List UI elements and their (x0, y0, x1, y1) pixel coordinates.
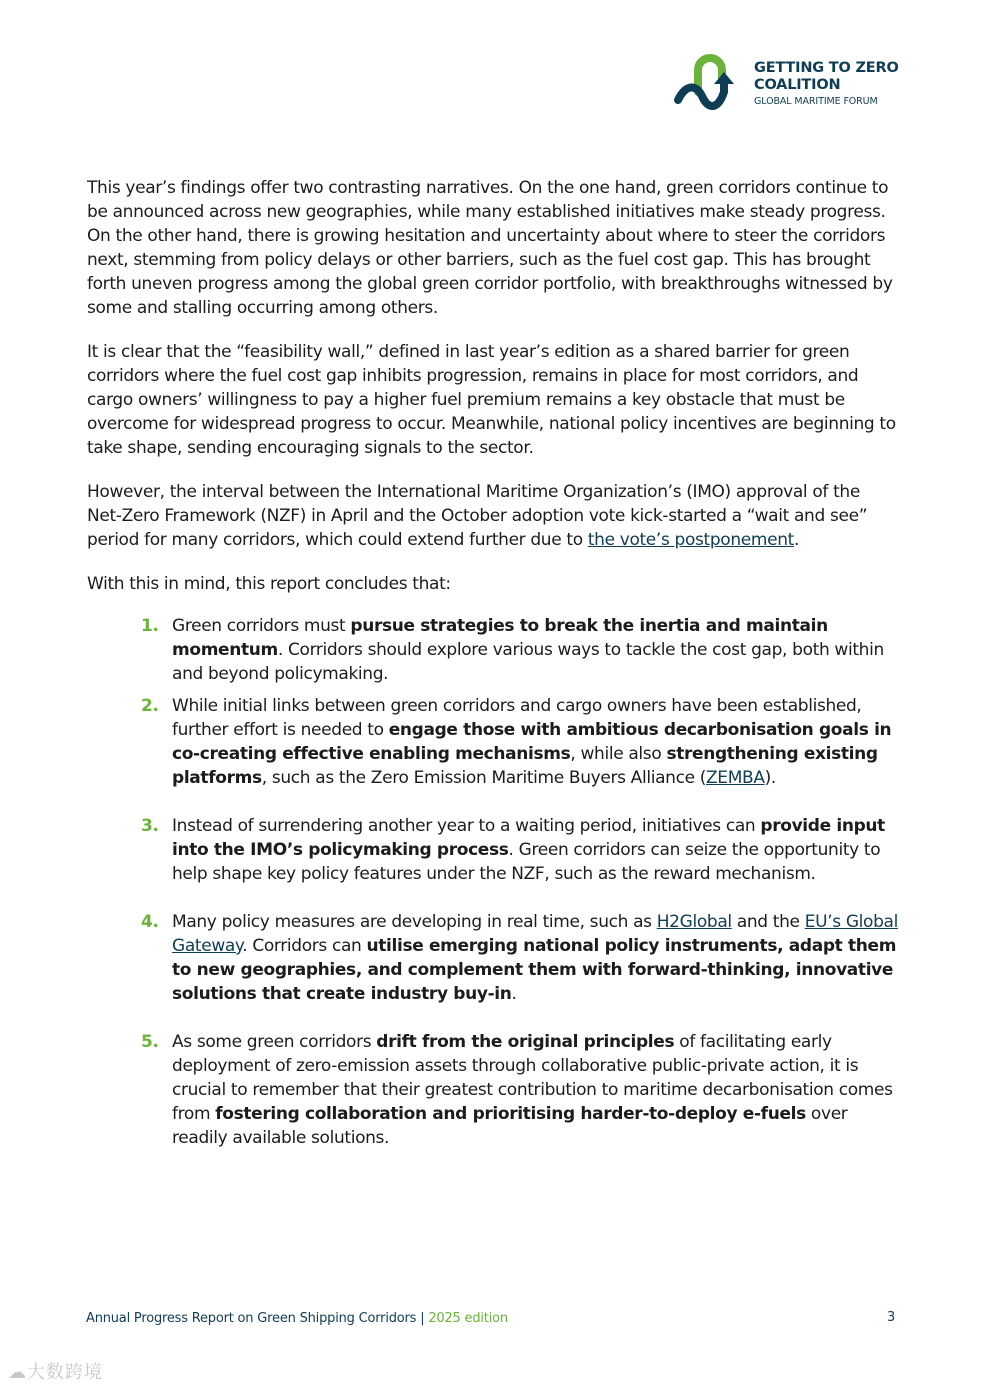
global-gateway-link[interactable]: EU’s Global Gateway (172, 912, 898, 956)
paragraph-3-text: However, the interval between the International Maritime Organization’s (IMO) approval of the Net-Zero Framework (NZF) in April and the October adoption vote kick-started a “wait and see” period for many corridors, which could extend further due to (87, 482, 868, 550)
item-text: and the (731, 912, 805, 932)
logo-line1: GETTING TO ZERO (754, 60, 899, 76)
item-bold: provide input into the IMO’s policymaking process (172, 816, 885, 860)
logo-line2: COALITION (754, 77, 841, 93)
list-item (87, 814, 899, 886)
item-bold: engage those with ambitious decarbonisation goals in co-creating effective enabling mechanisms (172, 720, 892, 764)
vote-postponement-link[interactable]: the vote’s postponement (587, 530, 794, 550)
item-text: . (511, 984, 517, 1004)
page-number: 3 (887, 1310, 896, 1325)
item-text: , such as the Zero Emission Maritime Buyers Alliance ( (261, 768, 707, 788)
watermark-icon: ☁ (8, 1362, 27, 1383)
item-bold: utilise emerging national policy instruments, adapt them to new geographies, and complement them with forward-thinking, innovative solutions that create industry buy-in (172, 936, 897, 1004)
paragraph-1: This year’s findings offer two contrasting narratives. On the one hand, green corridors continue to be announced across new geographies, while many established initiatives make steady progress. On the other hand, there is growing hesitation and uncertainty about where to steer the corridors next, stemming from policy delays or other barriers, such as the fuel cost gap. This has brought forth uneven progress among the global green corridor portfolio, with breakthroughs witnessed by some and stalling occurring among others. (87, 178, 893, 318)
item-text: As some green corridors (172, 1032, 377, 1052)
list-number: 2. (141, 696, 159, 716)
list-item (87, 694, 899, 790)
getting-to-zero-arrow-icon (674, 54, 742, 118)
footer-title: Annual Progress Report on Green Shipping Corridors (86, 1311, 417, 1326)
item-bold: fostering collaboration and prioritising harder-to-deploy e-fuels (215, 1104, 806, 1124)
item-text: Green corridors must (172, 616, 351, 636)
item-bold: drift from the original principles (376, 1032, 675, 1052)
footer-separator: | (416, 1311, 429, 1326)
item-text: over readily available solutions. (172, 1104, 848, 1148)
item-text: While initial links between green corridors and cargo owners have been established, further effort is needed to (172, 696, 862, 740)
item-text: Instead of surrendering another year to a waiting period, initiatives can (172, 816, 761, 836)
watermark (8, 1358, 103, 1384)
h2global-link[interactable]: H2Global (656, 912, 732, 932)
item-text: . Corridors can (242, 936, 367, 956)
item-text: . Green corridors can seize the opportunity to help shape key policy features under the NZF, such as the reward mechanism. (172, 840, 881, 884)
list-number: 3. (141, 816, 159, 836)
page-body (87, 176, 899, 1150)
list-item (87, 614, 899, 686)
paragraph-2: It is clear that the “feasibility wall,” defined in last year’s edition as a shared barrier for green corridors where the fuel cost gap inhibits progression, remains in place for most corridors, and cargo owners’ willingness to pay a higher fuel premium remains a key obstacle that must be overcome for widespread progress to occur. Meanwhile, national policy incentives are beginning to take shape, sending encouraging signals to the sector. (87, 342, 896, 458)
item-text: , while also (570, 744, 667, 764)
item-text: of facilitating early deployment of zero-emission assets through collaborative public-private action, it is crucial to remember that their greatest contribution to maritime decarbonisation comes from (172, 1032, 893, 1124)
list-item (87, 910, 899, 1006)
list-item (87, 1030, 899, 1150)
footer (86, 1310, 508, 1328)
coalition-logo (674, 54, 914, 118)
list-number: 5. (141, 1032, 159, 1052)
list-number: 4. (141, 912, 159, 932)
conclusions-list (87, 614, 899, 1150)
list-number: 1. (141, 616, 159, 636)
item-bold: pursue strategies to break the inertia and maintain momentum (172, 616, 828, 660)
item-text: . Corridors should explore various ways to tackle the cost gap, both within and beyond policymaking. (172, 640, 884, 684)
conclusions-intro: With this in mind, this report concludes that: (87, 574, 451, 594)
zemba-link[interactable]: ZEMBA (706, 768, 765, 788)
logo-subtitle: GLOBAL MARITIME FORUM (754, 96, 878, 107)
item-text: ). (764, 768, 776, 788)
footer-edition: 2025 edition (428, 1311, 508, 1326)
paragraph-3-end: . (793, 530, 799, 550)
item-text: Many policy measures are developing in real time, such as (172, 912, 657, 932)
item-bold: strengthening existing platforms (172, 744, 878, 788)
watermark-text: 大数跨境 (27, 1362, 103, 1383)
logo-text (754, 60, 899, 109)
paragraph-3 (87, 480, 899, 552)
